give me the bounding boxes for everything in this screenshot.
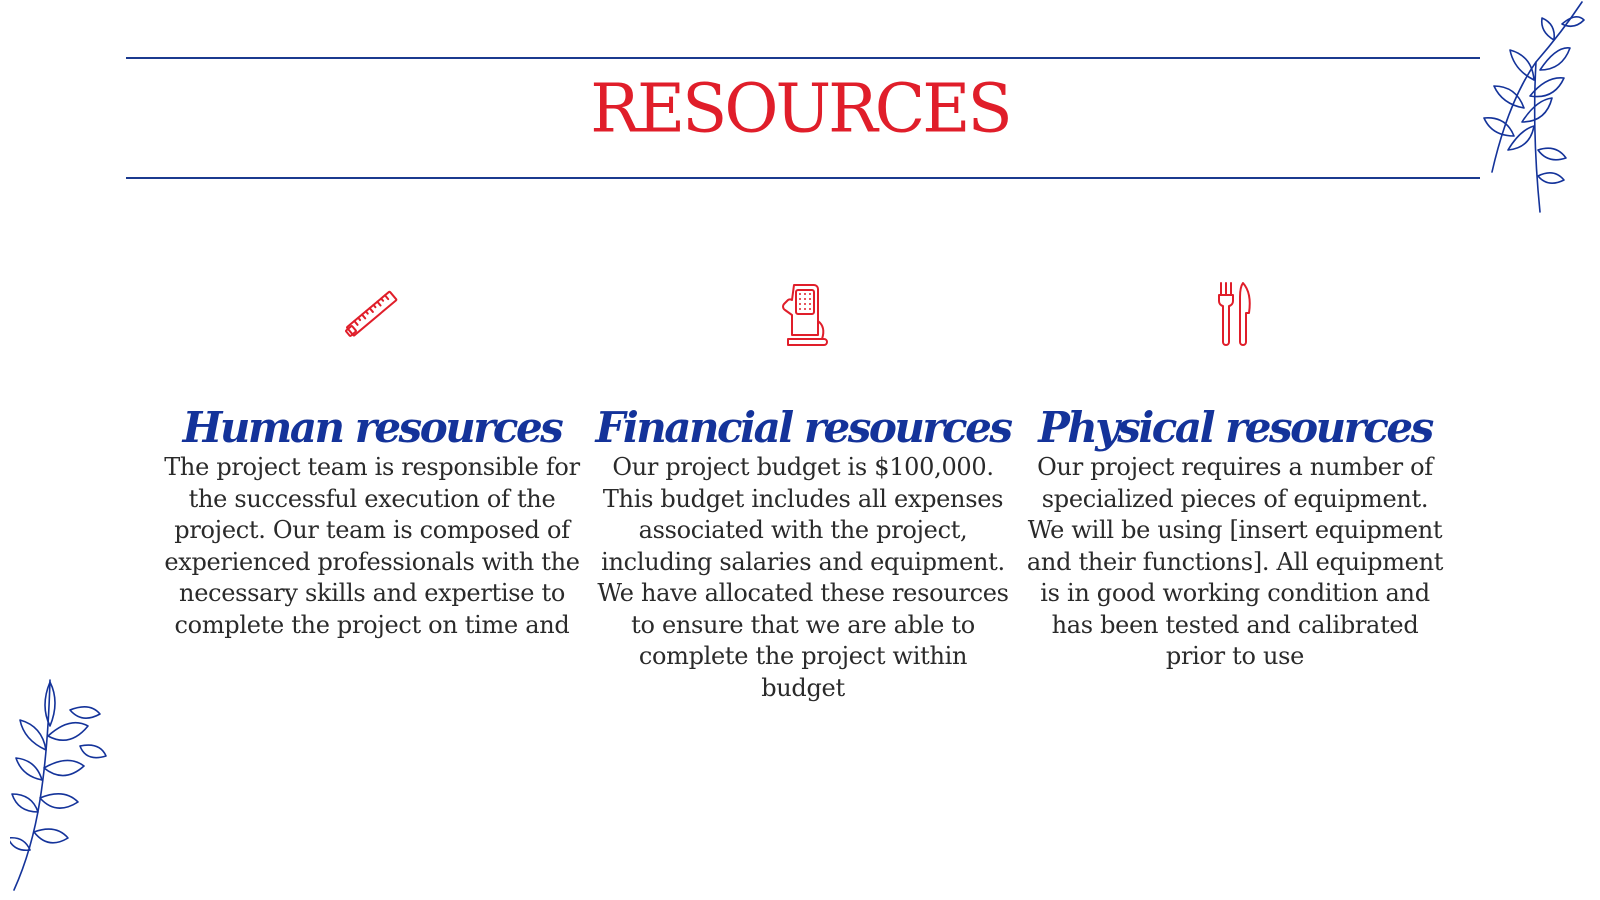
slide-title: RESOURCES xyxy=(590,69,1010,148)
physical-resources-heading: Physical resources xyxy=(1038,403,1432,452)
resource-column-physical xyxy=(1020,280,1450,673)
human-resources-heading: Human resources xyxy=(182,403,562,452)
physical-resources-text: Our project requires a number of specialized pieces of equipment. We will be using [insert equipment and their functions]. All equipment is in good working condition and has been tested and calibrated prior to use xyxy=(1026,453,1444,671)
top-divider xyxy=(126,57,1480,59)
fork-knife-icon xyxy=(1020,280,1450,348)
ruler-icon xyxy=(157,280,587,348)
resource-column-human xyxy=(157,280,587,641)
leaf-branch-icon xyxy=(1478,0,1590,224)
financial-resources-text: Our project budget is $100,000. This budget includes all expenses associated with the project, including salaries and equipment. We have allocated these resources to ensure that we are able to complete the project within budget xyxy=(597,453,1009,702)
bottom-divider xyxy=(126,177,1480,179)
financial-resources-heading: Financial resources xyxy=(595,403,1011,452)
leaf-branch-icon xyxy=(10,676,122,900)
human-resources-text: The project team is responsible for the successful execution of the project. Our team is composed of experienced professionals with the necessary skills and expertise to complete the project on time and xyxy=(164,453,580,639)
resource-column-financial xyxy=(588,280,1018,704)
oven-mitt-icon xyxy=(588,280,1018,348)
